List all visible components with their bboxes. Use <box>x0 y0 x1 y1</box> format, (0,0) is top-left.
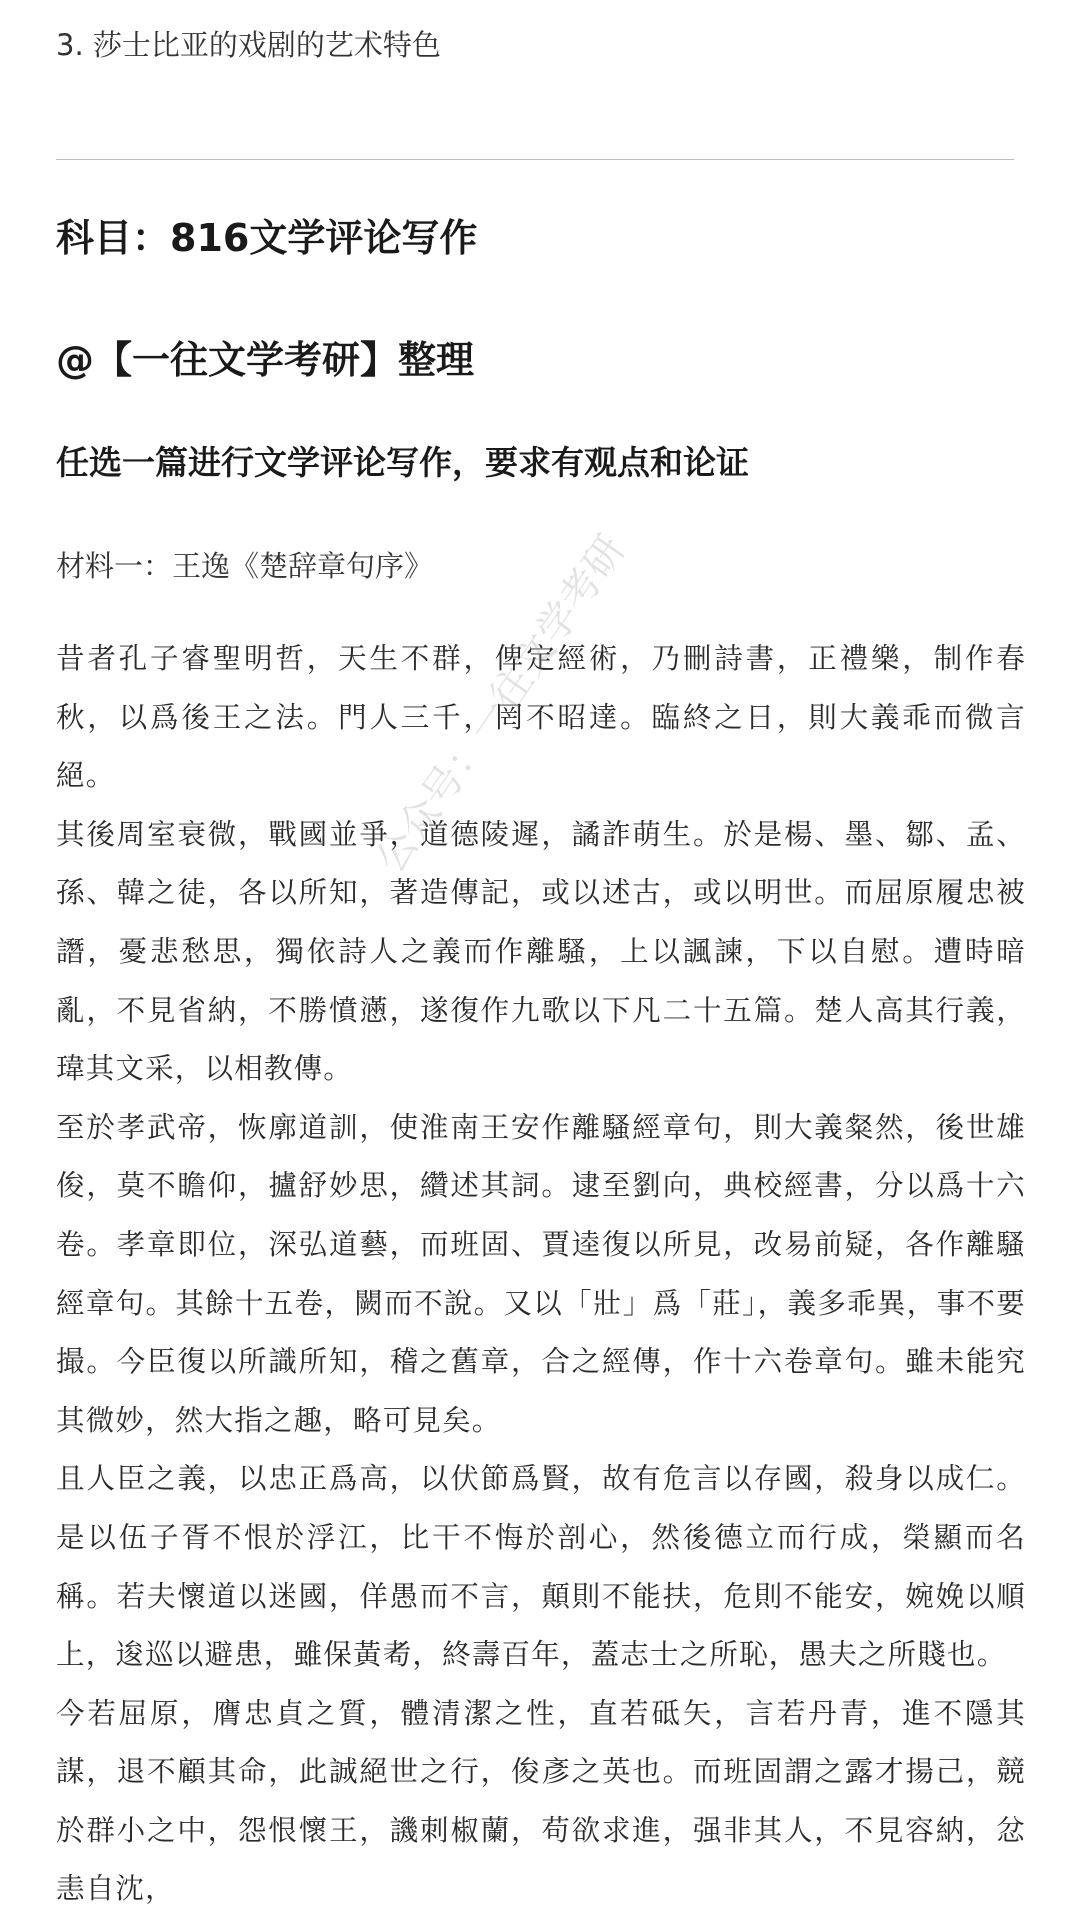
material-paragraph: 且人臣之義，以忠正爲高，以伏節爲賢，故有危言以存國，殺身以成仁。是以伍子胥不恨於浮江，比干不悔於剖心，然後德立而行成，榮顯而名稱。若夫懷道以迷國，佯愚而不言，顛則不能扶，危則不能安，婉娩以順上，逡巡以避患，雖保黃耇，終壽百年，蓋志士之所恥，愚夫之所賤也。 <box>56 1462 1026 1672</box>
material-paragraph: 今若屈原，膺忠貞之質，體清潔之性，直若砥矢，言若丹青，進不隱其謀，退不顧其命，此誠絕世之行，俊彥之英也。而班固謂之露才揚己，競於群小之中，怨恨懷王，譏刺椒蘭，苟欲求進，强非其人，不見容納，忿恚自沈， <box>56 1696 1026 1906</box>
watermark-text: 公众号：一往文学考研 <box>367 527 635 882</box>
material-body-text <box>56 630 1026 1919</box>
material-paragraph: 至於孝武帝，恢廓道訓，使淮南王安作離騷經章句，則大義粲然，後世雄俊，莫不瞻仰，攎舒妙思，纘述其詞。逮至劉向，典校經書，分以爲十六卷。孝章即位，深弘道藝，而班固、賈逵復以所見，改易前疑，各作離騷經章句。其餘十五卷，闕而不說。又以「壯」爲「莊」，義多乖異，事不要撮。今臣復以所識所知，稽之舊章，合之經傳，作十六卷章句。雖未能究其微妙，然大指之趣，略可見矣。 <box>56 1110 1026 1437</box>
material-title: 材料一：王逸《楚辞章句序》 <box>56 549 434 583</box>
organizer-heading: @【一往文学考研】整理 <box>56 338 475 382</box>
section-divider <box>56 159 1014 160</box>
material-paragraph: 昔者孔子睿聖明哲，天生不群，俾定經術，乃刪詩書，正禮樂，制作春秋，以爲後王之法。門人三千，罔不昭達。臨終之日，則大義乖而微言絕。 <box>56 642 1026 793</box>
subject-heading: 科目：816文学评论写作 <box>56 216 478 260</box>
material-paragraph: 其後周室衰微，戰國並爭，道德陵遲，譎詐萌生。於是楊、墨、鄒、孟、孫、韓之徒，各以所知，著造傳記，或以述古，或以明世。而屈原履忠被譖，憂悲愁思，獨依詩人之義而作離騷，上以諷諫，下以自慰。遭時暗亂，不見省納，不勝憤懣，遂復作九歌以下凡二十五篇。楚人高其行義，瑋其文采，以相教傳。 <box>56 817 1026 1086</box>
previous-question-item: 3. 莎士比亚的戏剧的艺术特色 <box>56 28 441 62</box>
task-heading: 任选一篇进行文学评论写作，要求有观点和论证 <box>56 443 749 482</box>
